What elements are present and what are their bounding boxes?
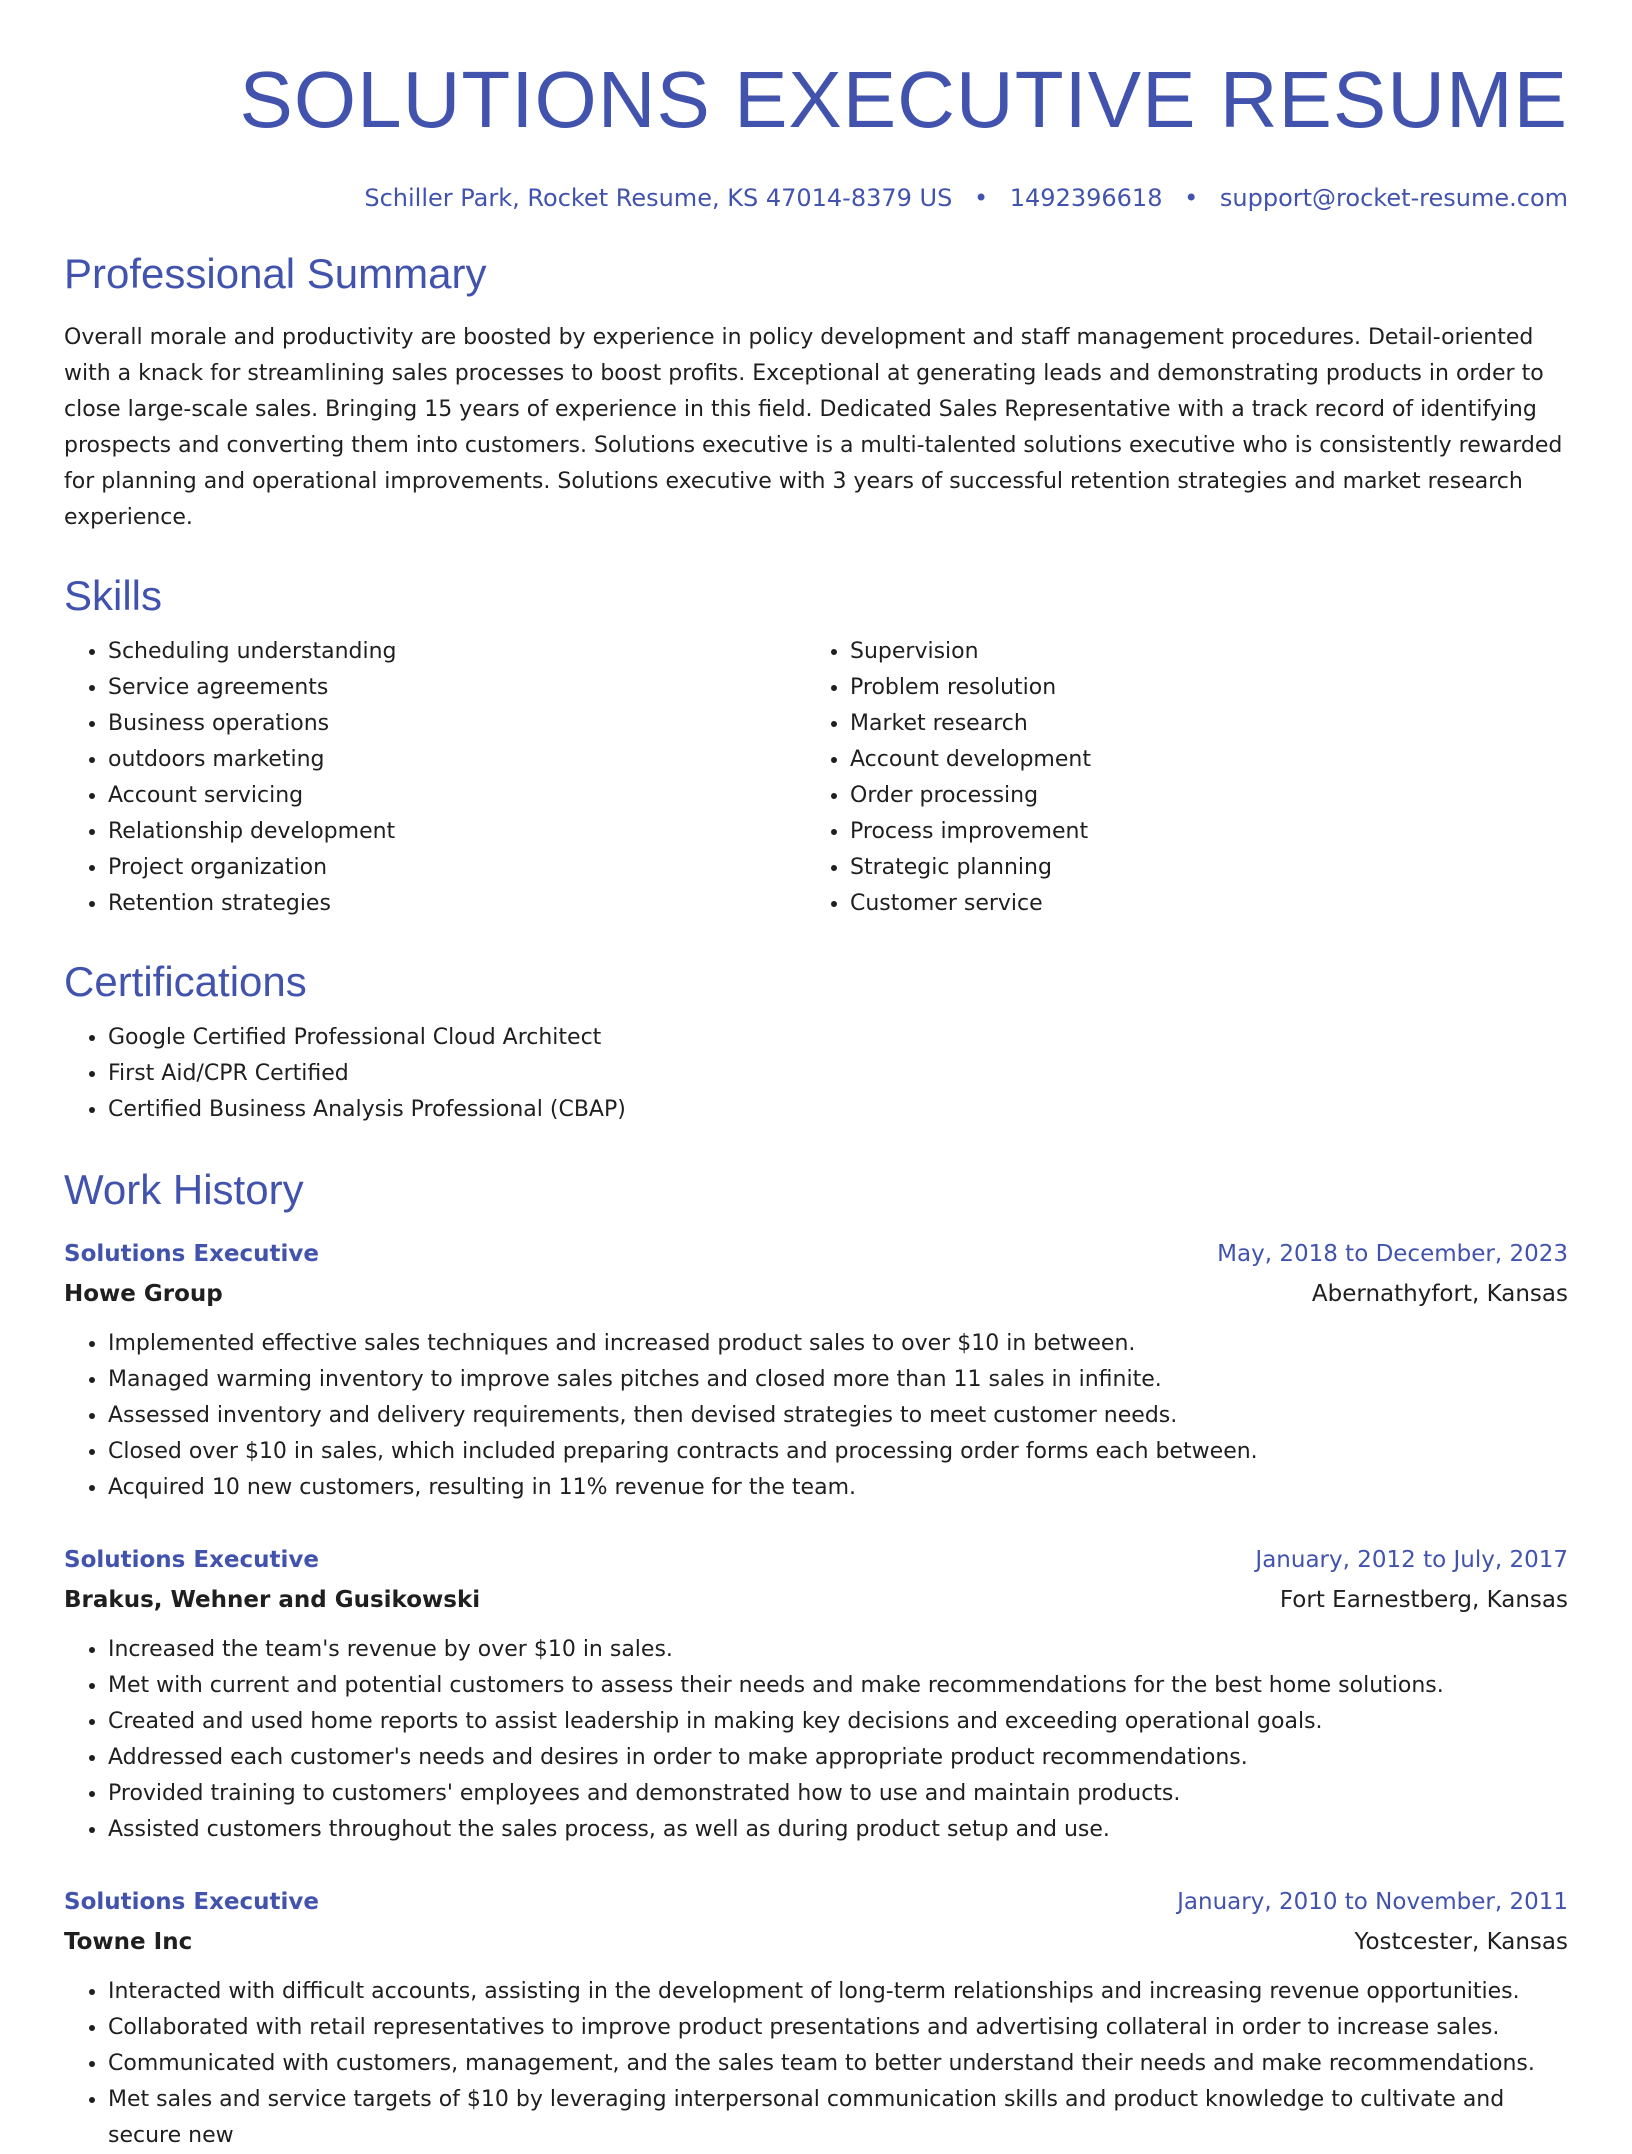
job-title: Solutions Executive bbox=[64, 1547, 319, 1573]
job-bullet: • Implemented effective sales techniques and increased product sales to over $10 in between. bbox=[108, 1326, 1568, 1362]
job-bullet: • Assessed inventory and delivery requirements, then devised strategies to meet customer needs. bbox=[108, 1398, 1568, 1434]
job-company-row bbox=[64, 1580, 1568, 1620]
certification-item: • Certified Business Analysis Professional (CBAP) bbox=[108, 1092, 1568, 1128]
job-bullet: • Met sales and service targets of $10 by leveraging interpersonal communication skills and product knowledge to cultivate and secure new bbox=[108, 2082, 1568, 2154]
resume-header bbox=[64, 0, 1568, 214]
job-bullet: • Communicated with customers, management, and the sales team to better understand their needs and make recommendations. bbox=[108, 2046, 1568, 2082]
skill-item: • Scheduling understanding bbox=[108, 634, 806, 670]
skill-item: • Relationship development bbox=[108, 814, 806, 850]
skills-heading: Skills bbox=[64, 572, 163, 619]
job-bullet: • Assisted customers throughout the sales process, as well as during product setup and use. bbox=[108, 1812, 1568, 1848]
contact-separator: • bbox=[1184, 184, 1199, 212]
skills-right-list bbox=[806, 634, 1548, 922]
contact-line bbox=[64, 182, 1568, 214]
job-title: Solutions Executive bbox=[64, 1889, 319, 1915]
address-text: Schiller Park, Rocket Resume, KS 47014-8379 US bbox=[364, 184, 953, 212]
job-entry bbox=[64, 1540, 1568, 1848]
job-company-row bbox=[64, 1922, 1568, 1962]
job-bullet: • Provided training to customers' employees and demonstrated how to use and maintain products. bbox=[108, 1776, 1568, 1812]
job-title: Solutions Executive bbox=[64, 1241, 319, 1267]
skill-item: • Supervision bbox=[850, 634, 1548, 670]
email-text: support@rocket-resume.com bbox=[1219, 184, 1568, 212]
job-bullet: • Created and used home reports to assist leadership in making key decisions and exceeding operational goals. bbox=[108, 1704, 1568, 1740]
contact-separator: • bbox=[973, 184, 989, 212]
professional-summary-text: Overall morale and productivity are boosted by experience in policy development and staff management procedures. Detail-oriented with a knack for streamlining sales processes to boost profits. Exceptional at generating leads and demonstrating products in order to close large-scale sales. Bringing 15 years of experience in this field. Dedicated Sales Representative with a track record of identifying prospects and converting them into customers. Solutions executive is a multi-talented solutions executive who is consistently rewarded for planning and operational improvements. Solutions executive with 3 years of successful retention strategies and market research experience. bbox=[64, 325, 1563, 530]
certifications-heading: Certifications bbox=[64, 958, 307, 1005]
skill-item: • Project organization bbox=[108, 850, 806, 886]
skill-item: • Customer service bbox=[850, 886, 1548, 922]
job-bullet-list bbox=[64, 1974, 1568, 2154]
certification-item: • Google Certified Professional Cloud Architect bbox=[108, 1020, 1568, 1056]
job-bullet: • Met with current and potential customers to assess their needs and make recommendations for the best home solutions. bbox=[108, 1668, 1568, 1704]
job-dates: May, 2018 to December, 2023 bbox=[1217, 1241, 1568, 1267]
certifications-list bbox=[64, 1020, 1568, 1128]
job-location: Fort Earnestberg, Kansas bbox=[1279, 1587, 1568, 1613]
job-title-row bbox=[64, 1882, 1568, 1922]
job-bullet: • Addressed each customer's needs and desires in order to make appropriate product recommendations. bbox=[108, 1740, 1568, 1776]
phone-text: 1492396618 bbox=[1009, 184, 1163, 212]
job-bullet-list bbox=[64, 1326, 1568, 1506]
skill-item: • Problem resolution bbox=[850, 670, 1548, 706]
skill-item: • Retention strategies bbox=[108, 886, 806, 922]
work-history-section bbox=[64, 1164, 1568, 2154]
professional-summary-section bbox=[64, 248, 1568, 536]
job-company-row bbox=[64, 1274, 1568, 1314]
company-name: Brakus, Wehner and Gusikowski bbox=[64, 1587, 481, 1613]
job-dates: January, 2012 to July, 2017 bbox=[1255, 1547, 1568, 1573]
resume-title: SOLUTIONS EXECUTIVE RESUME bbox=[239, 55, 1568, 144]
job-entry bbox=[64, 1882, 1568, 2154]
certifications-section bbox=[64, 956, 1568, 1128]
job-bullet: • Increased the team's revenue by over $10 in sales. bbox=[108, 1632, 1568, 1668]
job-location: Yostcester, Kansas bbox=[1354, 1929, 1568, 1955]
work-history-heading: Work History bbox=[64, 1166, 304, 1213]
job-bullet: • Closed over $10 in sales, which included preparing contracts and processing order forms each between. bbox=[108, 1434, 1568, 1470]
job-bullet-list bbox=[64, 1632, 1568, 1848]
job-title-row bbox=[64, 1234, 1568, 1274]
skill-item: • Order processing bbox=[850, 778, 1548, 814]
job-entry bbox=[64, 1234, 1568, 1506]
company-name: Howe Group bbox=[64, 1281, 223, 1307]
skill-item: • Account development bbox=[850, 742, 1548, 778]
job-bullet: • Managed warming inventory to improve sales pitches and closed more than 11 sales in infinite. bbox=[108, 1362, 1568, 1398]
job-bullet: • Interacted with difficult accounts, assisting in the development of long-term relationships and increasing revenue opportunities. bbox=[108, 1974, 1568, 2010]
company-name: Towne Inc bbox=[64, 1929, 193, 1955]
skill-item: • Strategic planning bbox=[850, 850, 1548, 886]
job-location: Abernathyfort, Kansas bbox=[1311, 1281, 1568, 1307]
skill-item: • Account servicing bbox=[108, 778, 806, 814]
professional-summary-heading: Professional Summary bbox=[64, 250, 487, 297]
job-bullet: • Acquired 10 new customers, resulting in 11% revenue for the team. bbox=[108, 1470, 1568, 1506]
skills-left-list bbox=[64, 634, 806, 922]
skill-item: • outdoors marketing bbox=[108, 742, 806, 778]
skill-item: • Market research bbox=[850, 706, 1548, 742]
skill-item: • Service agreements bbox=[108, 670, 806, 706]
skill-item: • Process improvement bbox=[850, 814, 1548, 850]
skills-section bbox=[64, 570, 1568, 922]
skill-item: • Business operations bbox=[108, 706, 806, 742]
job-dates: January, 2010 to November, 2011 bbox=[1177, 1889, 1568, 1915]
job-title-row bbox=[64, 1540, 1568, 1580]
certification-item: • First Aid/CPR Certified bbox=[108, 1056, 1568, 1092]
skills-grid bbox=[64, 634, 1568, 922]
job-bullet: • Collaborated with retail representatives to improve product presentations and advertising collateral in order to increase sales. bbox=[108, 2010, 1568, 2046]
